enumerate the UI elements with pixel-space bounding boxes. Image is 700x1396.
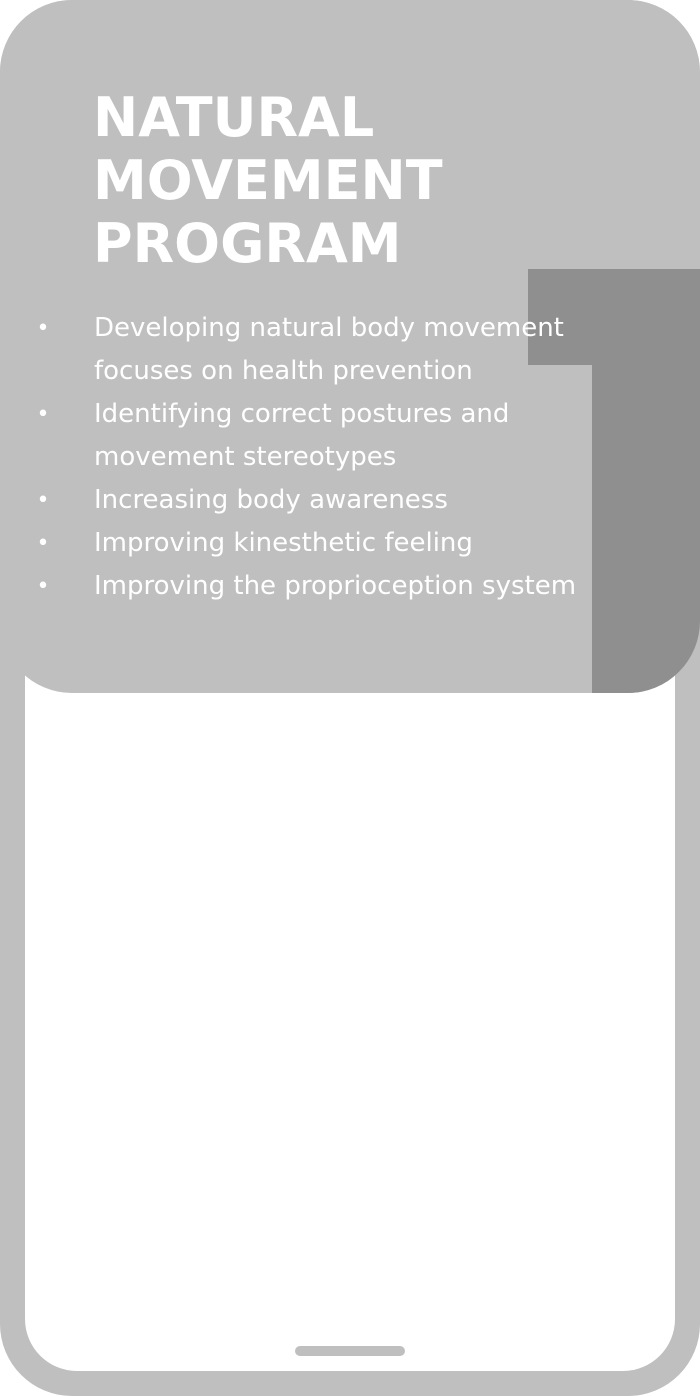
bullet-icon: • bbox=[36, 574, 50, 599]
list-item bbox=[36, 522, 676, 565]
list-item-line: Increasing body awareness bbox=[94, 485, 448, 515]
title-line-2: MOVEMENT bbox=[93, 149, 443, 212]
list-item bbox=[36, 393, 676, 479]
list-item bbox=[36, 565, 676, 608]
list-item bbox=[36, 307, 676, 393]
list-item-line: Developing natural body movement bbox=[94, 313, 564, 343]
bullet-icon: • bbox=[36, 488, 50, 513]
bullet-icon: • bbox=[36, 402, 50, 427]
program-header-card bbox=[0, 0, 700, 693]
list-item-line: Improving the proprioception system bbox=[94, 571, 577, 601]
list-item-line: Identifying correct postures and bbox=[94, 399, 510, 429]
list-item-line: focuses on health prevention bbox=[94, 356, 473, 386]
list-item bbox=[36, 479, 676, 522]
list-item-text bbox=[94, 393, 676, 479]
title-line-1: NATURAL bbox=[93, 86, 375, 149]
list-item-text bbox=[94, 565, 676, 608]
list-item-text bbox=[94, 479, 676, 522]
title-line-3: PROGRAM bbox=[93, 212, 402, 275]
list-item-text bbox=[94, 522, 676, 565]
bullet-icon: • bbox=[36, 316, 50, 341]
benefits-list bbox=[36, 307, 676, 608]
program-title bbox=[93, 86, 613, 275]
list-item-text bbox=[94, 307, 676, 393]
list-item-line: movement stereotypes bbox=[94, 442, 397, 472]
list-item-line: Improving kinesthetic feeling bbox=[94, 528, 473, 558]
bullet-icon: • bbox=[36, 531, 50, 556]
home-indicator[interactable] bbox=[295, 1346, 405, 1356]
